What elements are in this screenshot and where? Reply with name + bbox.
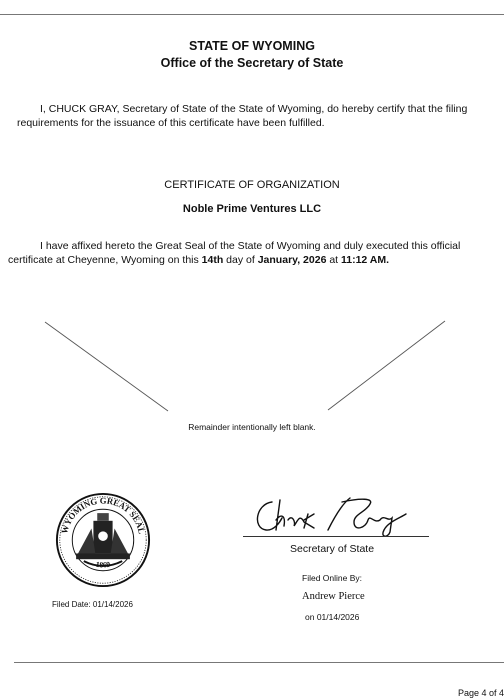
- bottom-rule: [14, 662, 504, 663]
- office-heading: Office of the Secretary of State: [160, 56, 344, 70]
- state-heading: STATE OF WYOMING: [189, 39, 315, 53]
- filer-name: Andrew Pierce: [302, 591, 365, 602]
- certificate-month-year: January, 2026: [257, 254, 327, 266]
- certificate-day: 14th: [201, 254, 224, 266]
- svg-text:1869: 1869: [95, 559, 111, 570]
- signature-line: [243, 536, 429, 537]
- seal-statement-line-2: certificate at Cheyenne, Wyoming on this 14th day of January, 2026 at 11:12 AM.: [8, 254, 390, 266]
- certification-line-2: requirements for the issuance of this certificate have been fulfilled.: [17, 117, 325, 129]
- filed-online-label: Filed Online By:: [302, 573, 362, 583]
- certificate-time: 11:12 AM.: [341, 254, 390, 266]
- seal-statement-line-1: I have affixed hereto the Great Seal of the State of Wyoming and duly executed this official: [40, 240, 461, 252]
- remainder-note: Remainder intentionally left blank.: [188, 422, 316, 432]
- svg-text:WYOMING GREAT SEAL: WYOMING GREAT SEAL: [59, 495, 147, 535]
- certificate-type: CERTIFICATE OF ORGANIZATION: [164, 179, 340, 191]
- secretary-title: Secretary of State: [290, 543, 375, 555]
- signature-image: [250, 492, 410, 540]
- filed-on-date: on 01/14/2026: [305, 612, 360, 622]
- page-number: Page 4 of 4: [458, 688, 504, 698]
- great-seal-icon: [55, 492, 151, 588]
- filed-date: Filed Date: 01/14/2026: [52, 600, 133, 609]
- certification-line-1: I, CHUCK GRAY, Secretary of State of the State of Wyoming, do hereby certify that the filing: [40, 103, 468, 115]
- entity-name: Noble Prime Ventures LLC: [182, 203, 322, 215]
